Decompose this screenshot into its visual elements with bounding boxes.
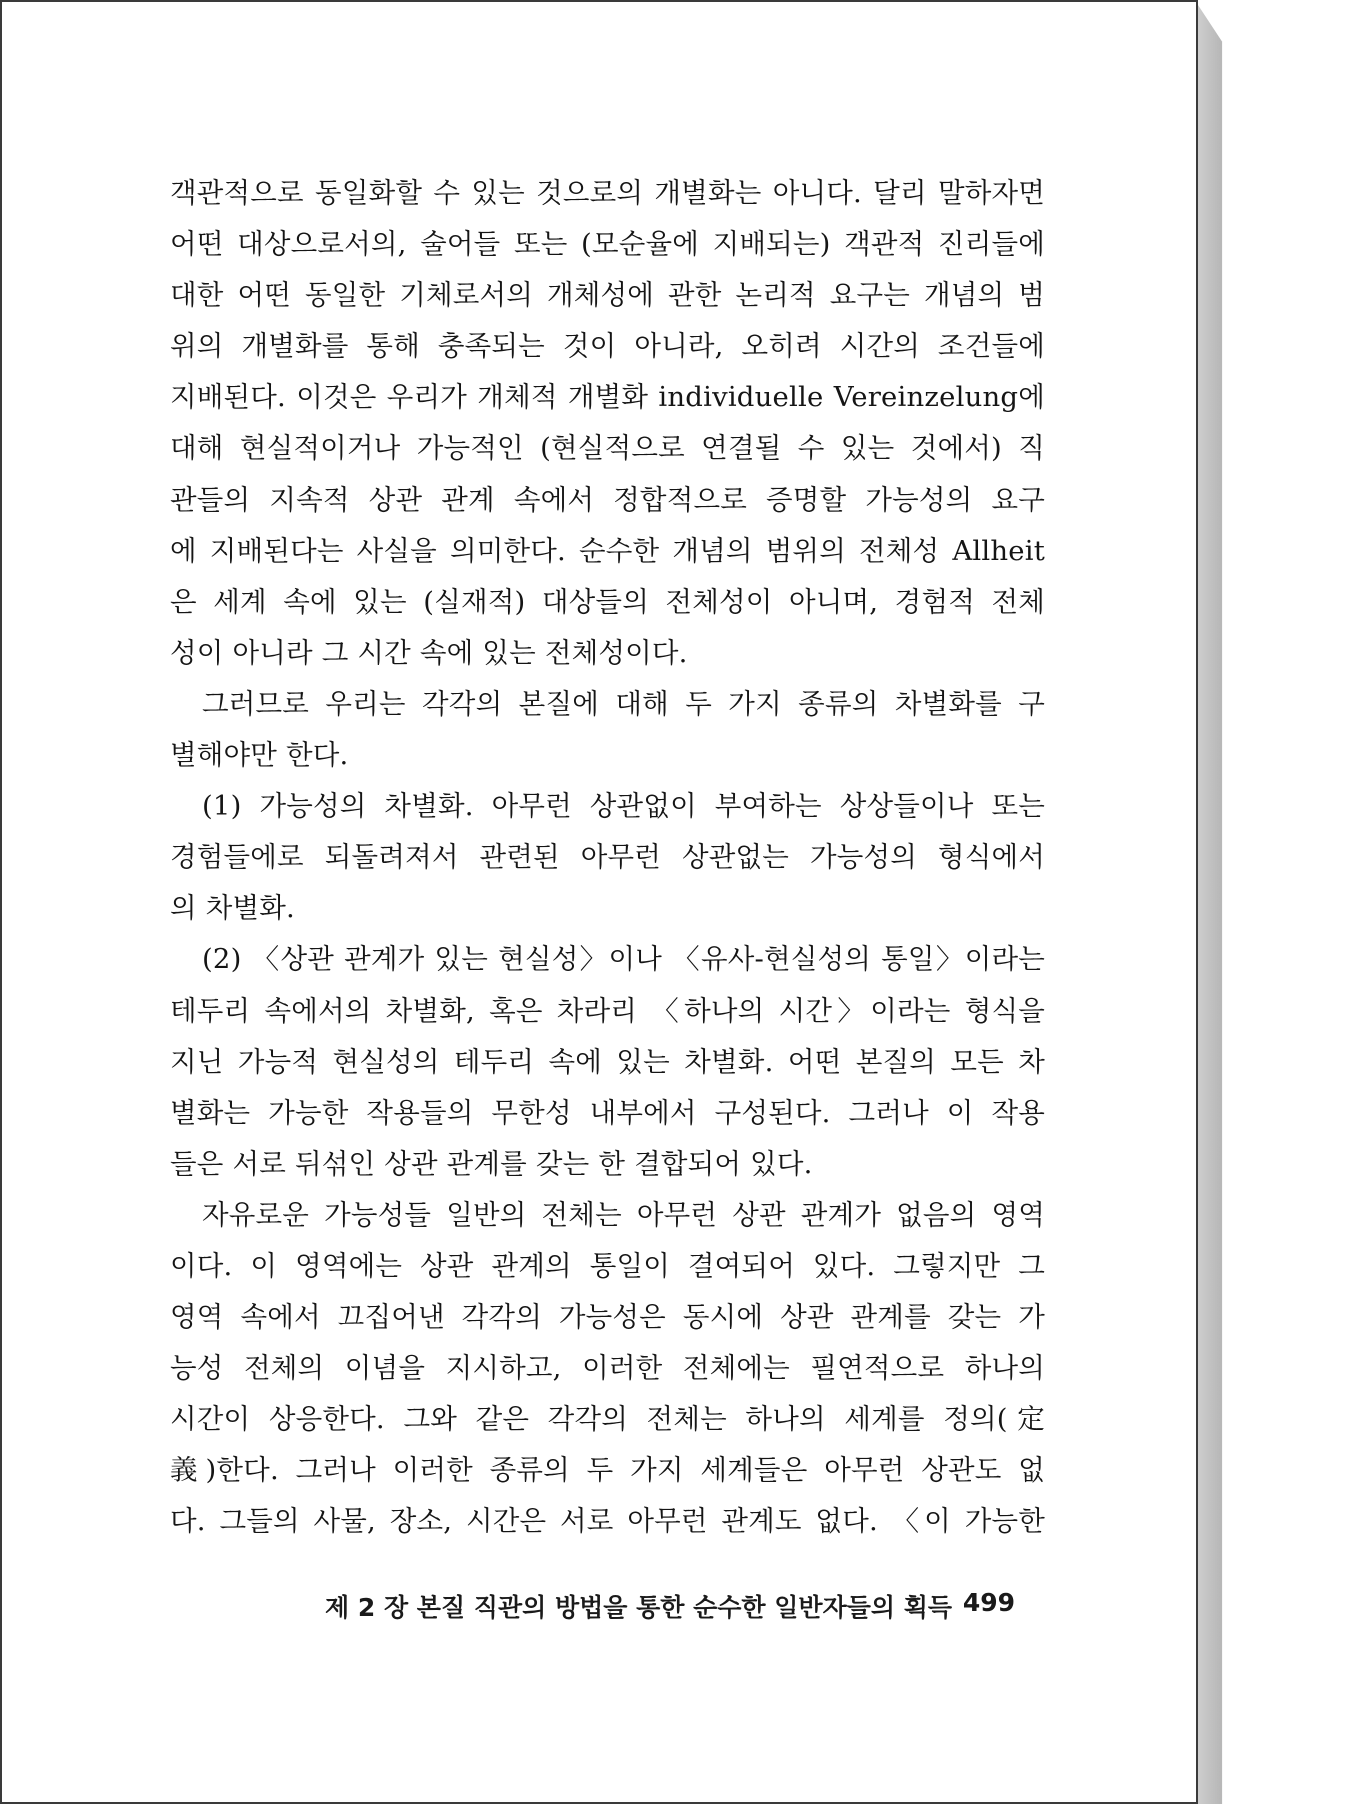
text-line: (1) 가능성의 차별화. 아무런 상관없이 부여하는 상상들이나 또는 [202,790,1045,823]
page-edge-shadow [1196,2,1254,1804]
text-line: 지배된다. 이것은 우리가 개체적 개별화 individuelle Vereinzelung에 [170,381,1045,414]
text-line: 경험들에로 되돌려져서 관련된 아무런 상관없는 가능성의 형식에서 [170,841,1045,874]
text-line: 관들의 지속적 상관 관계 속에서 정합적으로 증명할 가능성의 요구 [170,483,1045,516]
text-line: 이다. 이 영역에는 상관 관계의 통일이 결여되어 있다. 그렇지만 그 [170,1249,1045,1282]
text-line: 에 지배된다는 사실을 의미한다. 순수한 개념의 범위의 전체성 Allheit [170,534,1045,567]
running-footer [325,1588,1015,1624]
text-line: 그러므로 우리는 각각의 본질에 대해 두 가지 종류의 차별화를 구 [202,687,1045,720]
text-line: 테두리 속에서의 차별화, 혹은 차라리 〈하나의 시간〉이라는 형식을 [170,994,1045,1027]
text-line: 義)한다. 그러나 이러한 종류의 두 가지 세계들은 아무런 상관도 없 [170,1454,1045,1487]
text-line: 다. 그들의 사물, 장소, 시간은 서로 아무런 관계도 없다. 〈이 가능한 [170,1505,1045,1538]
body-text [170,168,1045,1548]
text-line: 성이 아니라 그 시간 속에 있는 전체성이다. [170,636,688,669]
page-edge-border [1196,2,1198,1804]
text-line: 지닌 가능적 현실성의 테두리 속에 있는 차별화. 어떤 본질의 모든 차 [170,1045,1045,1078]
text-line: (2) 〈상관 관계가 있는 현실성〉이나 〈유사-현실성의 통일〉이라는 [202,943,1045,976]
page-number: 499 [962,1588,1015,1617]
text-line: 별화는 가능한 작용들의 무한성 내부에서 구성된다. 그러나 이 작용 [170,1096,1045,1129]
text-line: 은 세계 속에 있는 (실재적) 대상들의 전체성이 아니며, 경험적 전체 [170,585,1045,618]
text-line: 의 차별화. [170,892,295,925]
text-line: 별해야만 한다. [170,739,349,772]
text-line: 어떤 대상으로서의, 술어들 또는 (모순율에 지배되는) 객관적 진리들에 [170,228,1045,261]
text-line: 영역 속에서 끄집어낸 각각의 가능성은 동시에 상관 관계를 갖는 가 [170,1301,1045,1334]
text-line: 자유로운 가능성들 일반의 전체는 아무런 상관 관계가 없음의 영역 [202,1198,1045,1231]
text-line: 위의 개별화를 통해 충족되는 것이 아니라, 오히려 시간의 조건들에 [170,330,1045,363]
text-line: 들은 서로 뒤섞인 상관 관계를 갖는 한 결합되어 있다. [170,1147,813,1180]
text-line: 시간이 상응한다. 그와 같은 각각의 전체는 하나의 세계를 정의(定 [170,1403,1045,1436]
chapter-title: 제 2 장 본질 직관의 방법을 통한 순수한 일반자들의 획득 [325,1593,953,1622]
text-line: 객관적으로 동일화할 수 있는 것으로의 개별화는 아니다. 달리 말하자면 [170,177,1045,209]
text-line: 능성 전체의 이념을 지시하고, 이러한 전체에는 필연적으로 하나의 [170,1352,1045,1385]
text-line: 대한 어떤 동일한 기체로서의 개체성에 관한 논리적 요구는 개념의 범 [170,279,1045,312]
text-line: 대해 현실적이거나 가능적인 (현실적으로 연결될 수 있는 것에서) 직 [170,432,1045,465]
